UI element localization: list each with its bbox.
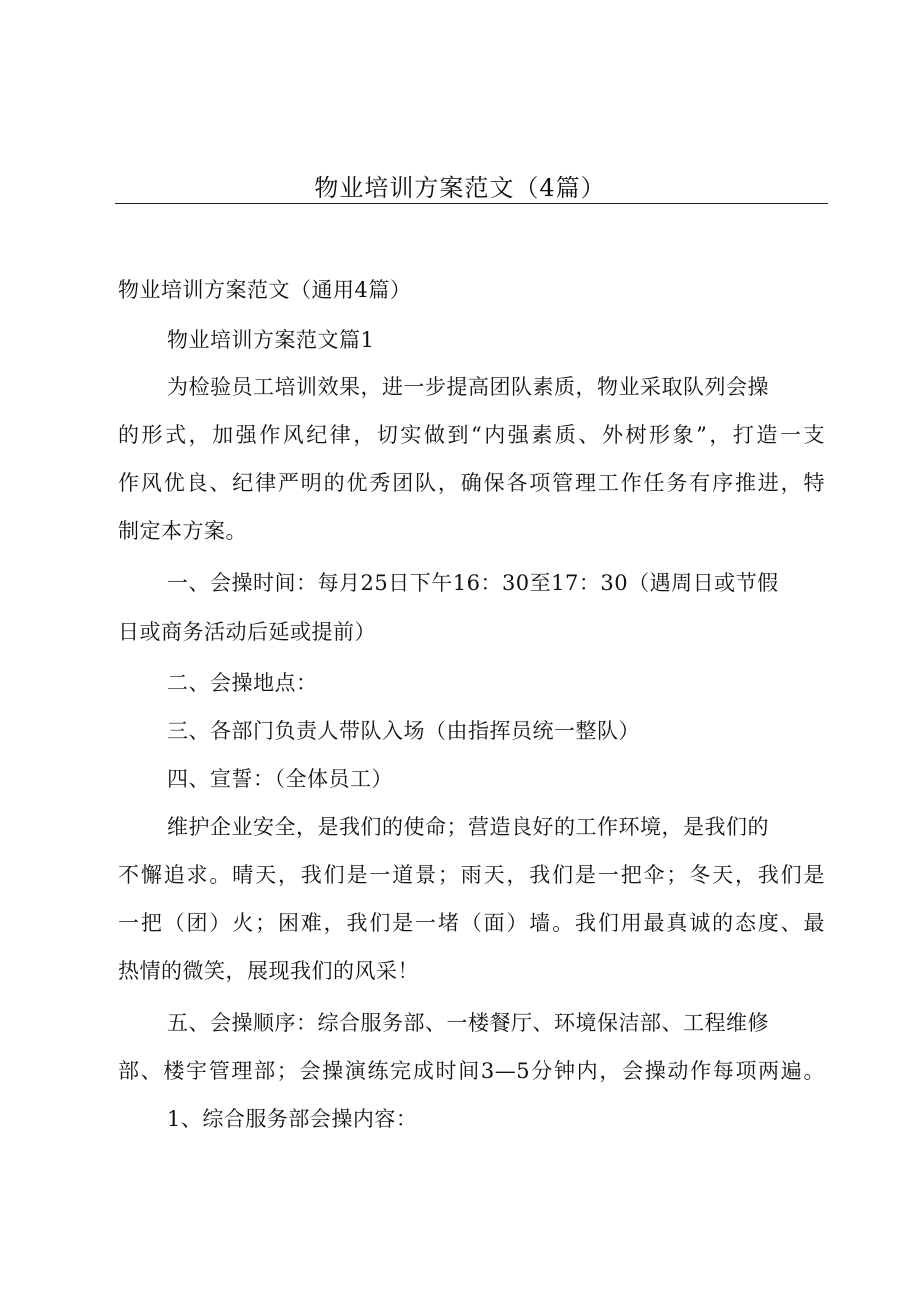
section-entry: 三、各部门负责人带队入场（由指挥员统一整队） xyxy=(167,719,640,743)
paragraph-line: 制定本方案。 xyxy=(118,519,247,543)
heading-part-1: 物业培训方案范文篇1 xyxy=(167,328,375,352)
subsection-1: 1、综合服务部会操内容： xyxy=(167,1107,418,1131)
paragraph-line: 日或商务活动后延或提前） xyxy=(118,620,376,644)
heading-general: 物业培训方案范文（通用4篇） xyxy=(118,278,412,302)
paragraph-line: 作风优良、纪律严明的优秀团队，确保各项管理工作任务有序推进，特 xyxy=(118,471,825,495)
document-title: 物业培训方案范文（4篇） xyxy=(314,174,606,202)
section-oath: 四、宣誓：（全体员工） xyxy=(167,767,393,791)
paragraph-line: 部、楼宇管理部；会操演练完成时间3—5分钟内，会操动作每项两遍。 xyxy=(118,1059,825,1083)
paragraph-line: 维护企业安全，是我们的使命；营造良好的工作环境，是我们的 xyxy=(167,815,769,839)
paragraph-line: 一把（团）火；困难，我们是一堵（面）墙。我们用最真诚的态度、最 xyxy=(118,911,825,935)
paragraph-line: 不懈追求。晴天，我们是一道景；雨天，我们是一把伞；冬天，我们是 xyxy=(118,863,825,887)
section-location: 二、会操地点： xyxy=(167,671,318,695)
section-order: 五、会操顺序：综合服务部、一楼餐厅、环境保洁部、工程维修 xyxy=(167,1011,769,1035)
section-time: 一、会操时间：每月25日下午16：30至17：30（遇周日或节假 xyxy=(167,571,779,595)
paragraph-line: 的形式，加强作风纪律，切实做到“内强素质、外树形象”，打造一支 xyxy=(118,423,825,447)
paragraph-line: 热情的微笑，展现我们的风采！ xyxy=(118,959,419,983)
paragraph-line: 为检验员工培训效果，进一步提高团队素质，物业采取队列会操 xyxy=(167,375,769,399)
title-underline xyxy=(115,203,828,204)
